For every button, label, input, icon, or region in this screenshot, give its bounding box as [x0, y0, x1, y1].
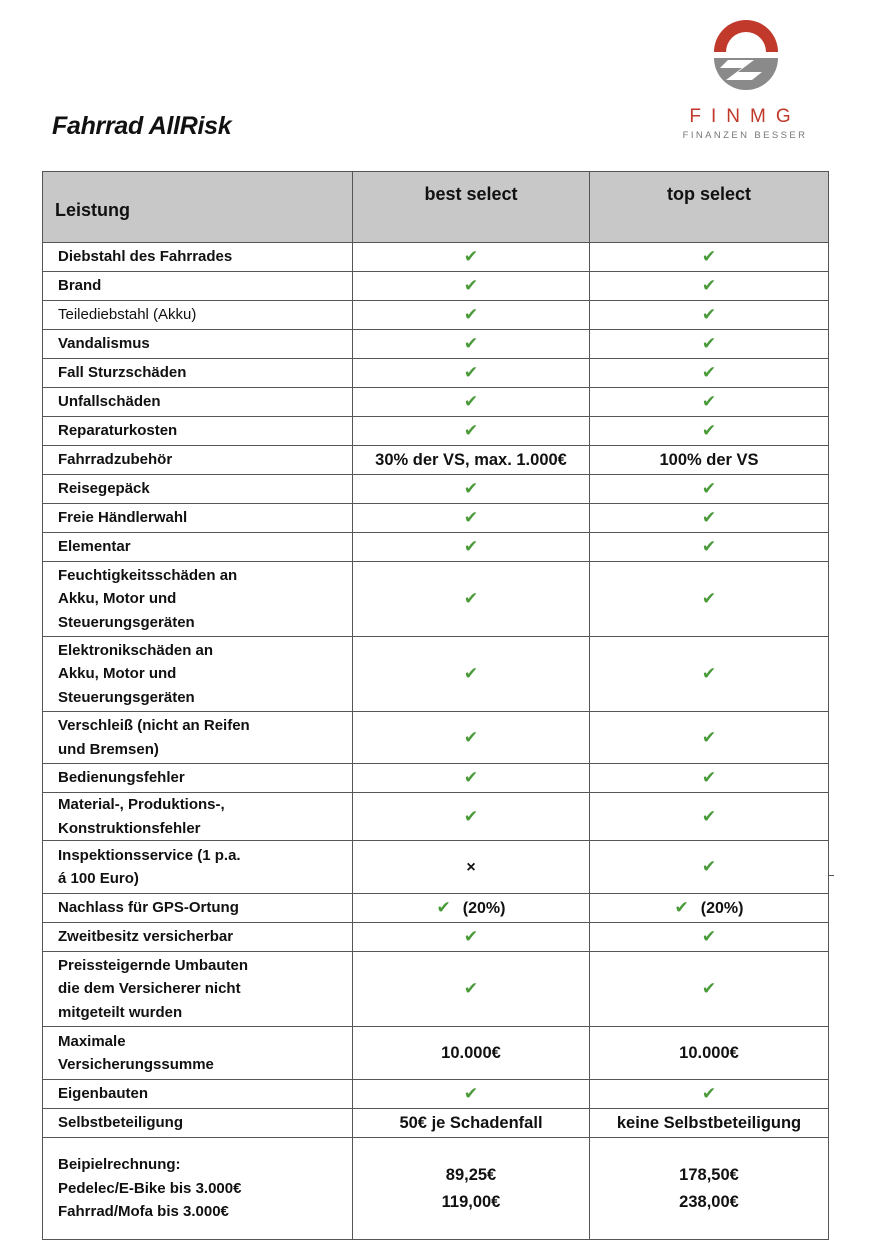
best-select-cell [353, 301, 590, 330]
row-label [43, 637, 353, 712]
best-select-cell [353, 533, 590, 562]
best-select-cell [353, 637, 590, 712]
top-select-cell [590, 1138, 829, 1240]
row-label-line: Fall Sturzschäden [58, 364, 187, 382]
row-label-line: á 100 Euro) [58, 870, 139, 887]
best-select-cell [353, 272, 590, 301]
check-icon: ✔ [463, 537, 479, 556]
check-icon: ✔ [463, 727, 479, 747]
table-row [43, 1080, 829, 1109]
table-row [43, 330, 829, 359]
check-icon: ✔ [463, 768, 479, 787]
row-label-line: Selbstbeteiligung [58, 1114, 184, 1132]
row-label-line: Inspektionsservice (1 p.a. [58, 846, 241, 864]
row-label [43, 243, 353, 272]
table-row [43, 793, 829, 841]
top-select-cell [590, 894, 829, 923]
best-select-cell [353, 952, 590, 1027]
best-select-cell [353, 1138, 590, 1240]
check-icon: ✔ [463, 979, 479, 998]
row-label [43, 894, 353, 923]
table-row [43, 712, 829, 764]
top-select-cell [590, 952, 829, 1027]
top-select-cell [590, 301, 829, 330]
table-row [43, 1109, 829, 1138]
top-select-cell [590, 637, 829, 712]
top-select-cell: 10.000€ [590, 1027, 829, 1080]
top-select-cell [590, 562, 829, 637]
row-label-line: Eigenbauten [58, 1085, 149, 1103]
row-label [43, 533, 353, 562]
row-label [43, 359, 353, 388]
best-select-cell [353, 793, 590, 841]
best-select-cell [353, 764, 590, 793]
top-select-cell [590, 504, 829, 533]
best-select-cell [353, 243, 590, 272]
best-select-cell [353, 504, 590, 533]
row-label [43, 764, 353, 793]
row-label [43, 301, 353, 330]
row-label-line: Akku, Motor und [58, 665, 177, 683]
top-select-cell [590, 793, 829, 841]
table-row [43, 417, 829, 446]
check-icon: ✔ [701, 334, 717, 353]
price-value: 119,00€ [441, 1192, 501, 1211]
row-label-line: Bedienungsfehler [58, 769, 185, 787]
table-row [43, 272, 829, 301]
document-title: Fahrrad AllRisk [52, 112, 232, 140]
best-select-cell [353, 359, 590, 388]
check-icon: ✔ [463, 421, 479, 440]
row-label-line: Reisegepäck [58, 480, 150, 498]
table-row [43, 359, 829, 388]
check-icon: ✔ [463, 664, 479, 683]
table-row [43, 1027, 829, 1080]
check-icon: ✔ [701, 276, 717, 295]
best-select-cell [353, 894, 590, 923]
top-select-cell [590, 841, 829, 894]
check-icon: ✔ [463, 392, 479, 411]
table-header-row [43, 172, 829, 243]
price-value: 238,00€ [679, 1192, 739, 1211]
top-select-cell [590, 272, 829, 301]
best-select-cell [353, 923, 590, 952]
row-label [43, 272, 353, 301]
row-label-line: Versicherungssumme [58, 1056, 214, 1073]
logo-brand-text: FINMG [689, 106, 801, 127]
row-label-line: Steuerungsgeräten [58, 613, 195, 631]
row-label [43, 446, 353, 475]
row-label-line: Brand [58, 277, 102, 295]
top-select-cell [590, 712, 829, 764]
table-row [43, 894, 829, 923]
top-select-cell [590, 1080, 829, 1109]
header-leistung: Leistung [43, 172, 353, 243]
check-icon: ✔ [463, 247, 479, 266]
check-icon: ✔ [701, 508, 717, 527]
row-label [43, 504, 353, 533]
row-label [43, 388, 353, 417]
row-label-line: Elementar [58, 538, 131, 556]
check-icon: ✔ [463, 806, 479, 826]
row-label-line: die dem Versicherer nicht [58, 980, 241, 998]
row-label [43, 793, 353, 841]
row-label-line: Steuerungsgeräten [58, 688, 195, 706]
check-icon: ✔ [701, 421, 717, 440]
table-row [43, 1138, 829, 1240]
logo-tagline: FINANZEN BESSER [682, 130, 808, 141]
table-row [43, 504, 829, 533]
finmg-logo [672, 16, 822, 146]
row-label [43, 1109, 353, 1138]
table-row [43, 533, 829, 562]
row-label-line: Material-, Produktions-, [58, 796, 225, 813]
table-row [43, 952, 829, 1027]
row-label [43, 330, 353, 359]
table-row [43, 243, 829, 272]
top-select-cell: 100% der VS [590, 446, 829, 475]
row-label-line: Diebstahl des Fahrrades [58, 248, 233, 266]
check-icon: ✔ [701, 247, 717, 266]
finmg-logo-mark-icon [708, 16, 784, 96]
coverage-table [42, 171, 829, 1240]
top-select-cell [590, 417, 829, 446]
top-select-cell [590, 475, 829, 504]
table-row [43, 475, 829, 504]
check-icon: ✔ [463, 927, 479, 946]
check-icon: ✔ [701, 479, 717, 498]
check-icon: ✔ [701, 305, 717, 324]
check-icon: ✔ [701, 927, 717, 946]
row-label [43, 1027, 353, 1080]
top-select-cell [590, 388, 829, 417]
row-label [43, 712, 353, 764]
row-label [43, 1138, 353, 1240]
check-icon: ✔ [463, 589, 479, 608]
table-row [43, 764, 829, 793]
row-label-line: Preissteigernde Umbauten [58, 956, 249, 974]
check-icon: ✔ [701, 1084, 717, 1103]
row-label-line: Reparaturkosten [58, 422, 178, 440]
row-label-line: Feuchtigkeitsschäden an [58, 566, 238, 584]
check-icon: ✔ [701, 727, 717, 747]
row-label-line: Zweitbesitz versicherbar [58, 928, 234, 946]
top-select-cell: keine Selbstbeteiligung [590, 1109, 829, 1138]
row-label-line: Nachlass für GPS-Ortung [58, 899, 239, 917]
table-row [43, 923, 829, 952]
check-icon: ✔ [463, 363, 479, 382]
check-icon: ✔ [701, 806, 717, 826]
row-label-line: Vandalismus [58, 335, 150, 353]
table-body [43, 243, 829, 1240]
check-icon: ✔ [463, 276, 479, 295]
top-select-cell [590, 923, 829, 952]
row-label-line: Unfallschäden [58, 393, 161, 411]
row-label [43, 562, 353, 637]
row-label-line: und Bremsen) [58, 740, 159, 758]
best-select-cell: 50€ je Schadenfall [353, 1109, 590, 1138]
check-icon: ✔ [463, 334, 479, 353]
row-label-line: Maximale [58, 1032, 126, 1050]
row-label-line: mitgeteilt wurden [58, 1003, 183, 1021]
check-icon: ✔ [436, 898, 451, 917]
row-label-line: Akku, Motor und [58, 590, 177, 608]
check-icon: ✔ [701, 979, 717, 998]
best-select-cell: 30% der VS, max. 1.000€ [353, 446, 590, 475]
best-select-cell [353, 1080, 590, 1109]
row-label-line: Freie Händlerwahl [58, 509, 188, 527]
row-label-line: Teilediebstahl (Akku) [58, 306, 197, 324]
check-icon: ✔ [463, 1084, 479, 1103]
check-icon: ✔ [701, 664, 717, 683]
header-best-select: best select [353, 172, 590, 243]
best-select-cell [353, 388, 590, 417]
best-select-cell [353, 562, 590, 637]
row-label [43, 841, 353, 894]
header-top-select: top select [590, 172, 829, 243]
row-line-extension [828, 875, 834, 876]
price-value: 178,50€ [679, 1165, 739, 1184]
row-label [43, 417, 353, 446]
best-select-cell [353, 712, 590, 764]
check-icon: ✔ [701, 768, 717, 787]
check-icon: ✔ [701, 537, 717, 556]
row-label [43, 923, 353, 952]
check-icon: ✔ [701, 857, 717, 876]
table-row [43, 388, 829, 417]
check-icon: ✔ [701, 589, 717, 608]
top-select-cell [590, 359, 829, 388]
table-row [43, 841, 829, 894]
best-select-cell [353, 417, 590, 446]
table-row [43, 562, 829, 637]
check-icon: ✔ [463, 508, 479, 527]
best-select-cell: 10.000€ [353, 1027, 590, 1080]
top-select-cell [590, 330, 829, 359]
check-icon: ✔ [701, 363, 717, 382]
discount-note: (20%) [462, 900, 506, 917]
check-icon: ✔ [701, 392, 717, 411]
best-select-cell [353, 330, 590, 359]
row-label [43, 952, 353, 1027]
table-row [43, 446, 829, 475]
row-label-line: Elektronikschäden an [58, 641, 214, 659]
best-select-cell [353, 841, 590, 894]
top-select-cell [590, 243, 829, 272]
price-value: 89,25€ [445, 1165, 497, 1184]
row-label-line: Verschleiß (nicht an Reifen [58, 717, 250, 734]
row-label [43, 1080, 353, 1109]
check-icon: ✔ [463, 305, 479, 324]
discount-note: (20%) [700, 900, 744, 917]
row-label-line: Pedelec/E-Bike bis 3.000€ [58, 1179, 242, 1197]
table-row [43, 637, 829, 712]
top-select-cell [590, 764, 829, 793]
best-select-cell [353, 475, 590, 504]
row-label [43, 475, 353, 504]
check-icon: ✔ [674, 898, 689, 917]
row-label-line: Konstruktionsfehler [58, 819, 201, 837]
cross-icon: × [466, 858, 476, 876]
row-label-line: Fahrradzubehör [58, 451, 173, 469]
check-icon: ✔ [463, 479, 479, 498]
row-label-line: Beipielrechnung: [58, 1156, 181, 1174]
top-select-cell [590, 533, 829, 562]
table-row [43, 301, 829, 330]
row-label-line: Fahrrad/Mofa bis 3.000€ [58, 1203, 229, 1221]
